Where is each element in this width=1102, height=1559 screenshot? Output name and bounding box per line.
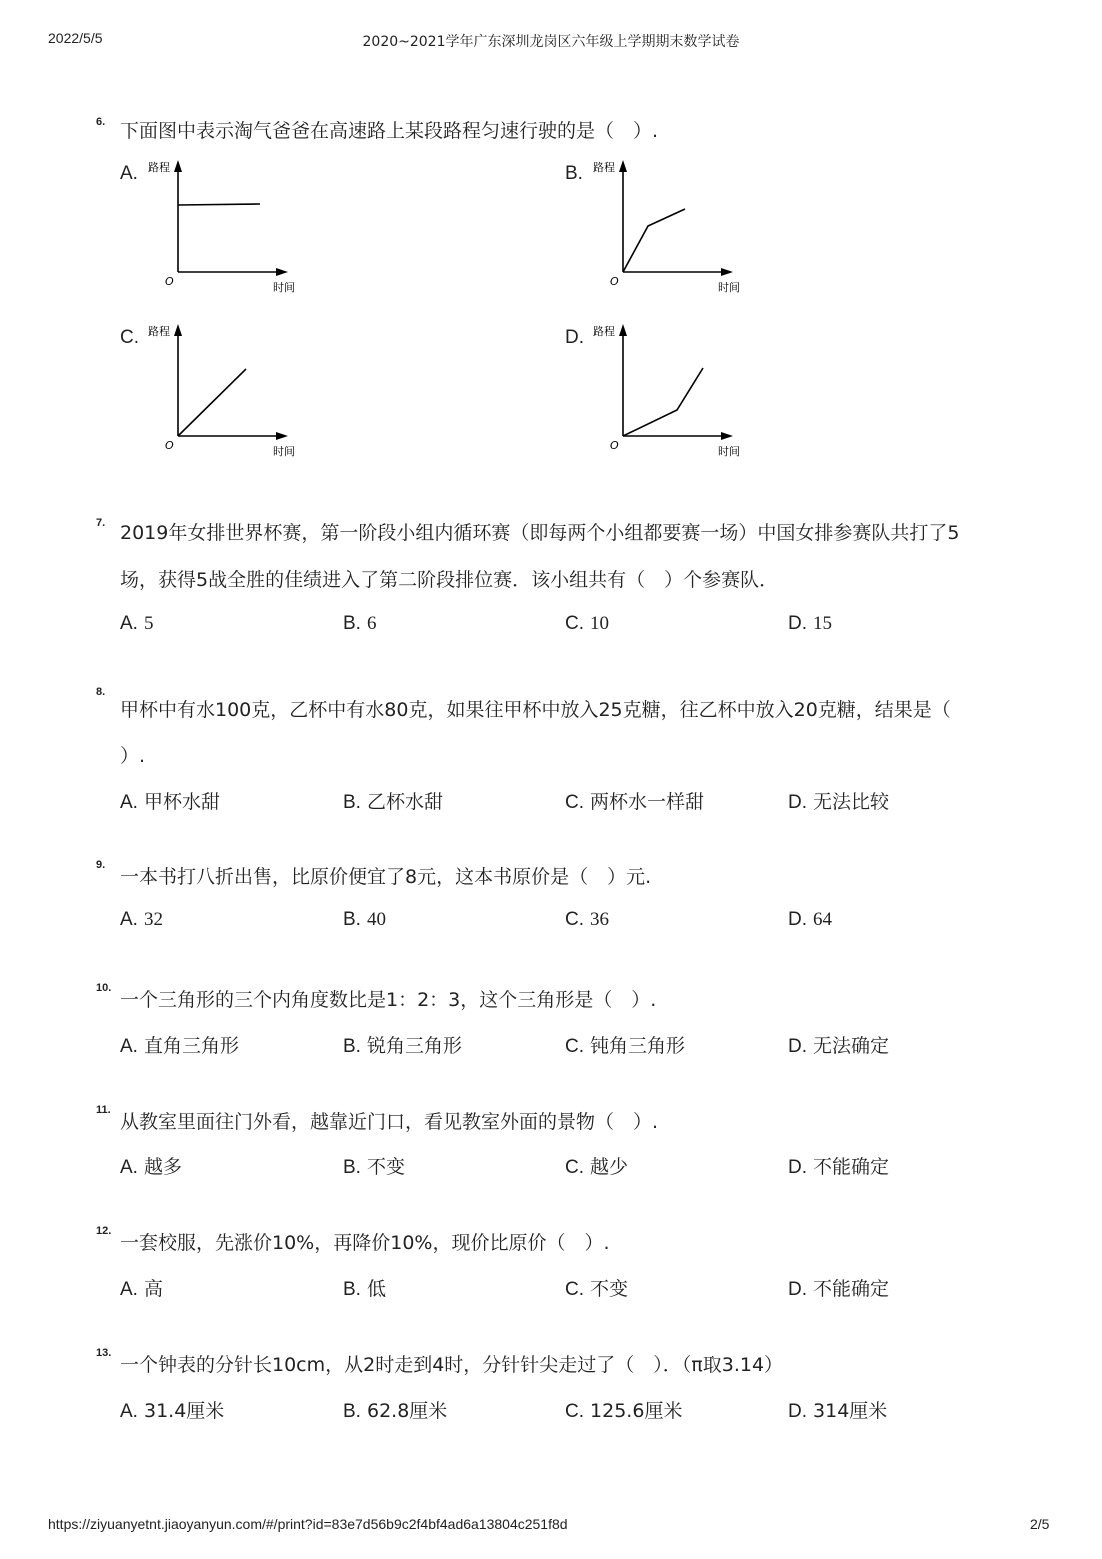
question-text: 从教室里面往门外看，越靠近门口，看见教室外面的景物（ ）. bbox=[120, 1111, 659, 1133]
origin-label: O bbox=[610, 275, 619, 288]
y-axis-label: 路程 bbox=[593, 325, 615, 338]
question-text: 下面图中表示淘气爸爸在高速路上某段路程匀速行驶的是（ ）. bbox=[120, 120, 659, 142]
answer-option-a[interactable]: A. 32 bbox=[120, 909, 163, 930]
option-label[interactable]: B. bbox=[565, 163, 583, 184]
question-text: 一套校服，先涨价10%，再降价10%，现价比原价（ ）. bbox=[120, 1232, 610, 1254]
graph-option-b bbox=[593, 156, 755, 296]
graph-line bbox=[178, 204, 260, 205]
answer-option-b[interactable]: B. 62.8厘米 bbox=[343, 1400, 448, 1422]
question-number: 12. bbox=[96, 1225, 112, 1237]
question-text-line2: 场，获得5战全胜的佳绩进入了第二阶段排位赛．该小组共有（ ）个参赛队． bbox=[120, 569, 779, 591]
answer-option-b[interactable]: B. 40 bbox=[343, 909, 386, 930]
answer-option-b[interactable]: B. 锐角三角形 bbox=[343, 1035, 463, 1057]
answer-option-c[interactable]: C. 两杯水一样甜 bbox=[565, 791, 705, 813]
option-label[interactable]: A. bbox=[120, 163, 138, 184]
origin-label: O bbox=[610, 439, 619, 452]
graph-option-a bbox=[148, 156, 310, 296]
graph-option-d bbox=[593, 320, 755, 460]
answer-option-b[interactable]: B. 不变 bbox=[343, 1156, 406, 1178]
answer-option-d[interactable]: D. 无法确定 bbox=[788, 1035, 890, 1057]
answer-option-d[interactable]: D. 64 bbox=[788, 909, 833, 930]
graph-line bbox=[178, 369, 246, 436]
origin-label: O bbox=[165, 275, 174, 288]
y-axis-label: 路程 bbox=[148, 161, 170, 174]
origin-label: O bbox=[165, 439, 174, 452]
question-number: 10. bbox=[96, 982, 112, 994]
option-label[interactable]: C. bbox=[120, 327, 139, 348]
answer-option-d[interactable]: D. 无法比较 bbox=[788, 791, 890, 813]
question-text-line1: 2019年女排世界杯赛，第一阶段小组内循环赛（即每两个小组都要赛一场）中国女排参赛队共打了5 bbox=[120, 522, 960, 544]
answer-option-d[interactable]: D. 15 bbox=[788, 613, 833, 634]
answer-option-c[interactable]: C. 36 bbox=[565, 909, 610, 930]
question-text: 一个钟表的分针长10cm，从2时走到4时，分针针尖走过了（ ）．（π取3.14） bbox=[120, 1354, 784, 1376]
y-axis-label: 路程 bbox=[148, 325, 170, 338]
answer-option-b[interactable]: B. 乙杯水甜 bbox=[343, 791, 444, 813]
answer-option-a[interactable]: A. 直角三角形 bbox=[120, 1035, 240, 1057]
answer-option-a[interactable]: A. 高 bbox=[120, 1278, 164, 1300]
y-axis-arrow bbox=[619, 324, 627, 336]
x-axis-arrow bbox=[721, 268, 733, 276]
answer-option-b[interactable]: B. 低 bbox=[343, 1278, 387, 1300]
question-number: 8. bbox=[96, 686, 106, 698]
x-axis-label: 时间 bbox=[273, 445, 295, 458]
question-text-line2: ）. bbox=[120, 745, 146, 767]
graph-line bbox=[623, 209, 685, 272]
x-axis-label: 时间 bbox=[718, 445, 740, 458]
answer-option-a[interactable]: A. 甲杯水甜 bbox=[120, 791, 221, 813]
question-number: 7. bbox=[96, 517, 106, 529]
answer-option-a[interactable]: A. 5 bbox=[120, 613, 154, 634]
answer-option-c[interactable]: C. 10 bbox=[565, 613, 610, 634]
y-axis-arrow bbox=[619, 160, 627, 172]
answer-option-a[interactable]: A. 31.4厘米 bbox=[120, 1400, 225, 1422]
question-text-line1: 甲杯中有水100克，乙杯中有水80克，如果往甲杯中放入25克糖，往乙杯中放入20克糖，结果是（ bbox=[120, 699, 951, 721]
question-number: 13. bbox=[96, 1347, 112, 1359]
answer-option-a[interactable]: A. 越多 bbox=[120, 1156, 183, 1178]
question-number: 6. bbox=[96, 116, 106, 128]
question-number: 11. bbox=[96, 1104, 111, 1116]
document-title: 2020~2021学年广东深圳龙岗区六年级上学期期末数学试卷 bbox=[362, 34, 740, 50]
answer-option-d[interactable]: D. 314厘米 bbox=[788, 1400, 888, 1422]
option-label[interactable]: D. bbox=[565, 327, 584, 348]
answer-option-c[interactable]: C. 125.6厘米 bbox=[565, 1400, 683, 1422]
page-url[interactable]: https://ziyuanyetnt.jiaoyanyun.com/#/print?id=83e7d56b9c2f4bf4ad6a13804c251f8d bbox=[48, 1516, 568, 1532]
answer-option-c[interactable]: C. 越少 bbox=[565, 1156, 629, 1178]
answer-option-c[interactable]: C. 钝角三角形 bbox=[565, 1035, 686, 1057]
question-number: 9. bbox=[96, 859, 106, 871]
graph-line bbox=[623, 368, 703, 436]
x-axis-arrow bbox=[276, 432, 288, 440]
x-axis-label: 时间 bbox=[273, 281, 295, 294]
answer-option-d[interactable]: D. 不能确定 bbox=[788, 1156, 890, 1178]
y-axis-label: 路程 bbox=[593, 161, 615, 174]
x-axis-arrow bbox=[276, 268, 288, 276]
graph-option-c bbox=[148, 320, 310, 460]
print-date: 2022/5/5 bbox=[48, 30, 103, 46]
x-axis-arrow bbox=[721, 432, 733, 440]
x-axis-label: 时间 bbox=[718, 281, 740, 294]
question-text: 一本书打八折出售，比原价便宜了8元，这本书原价是（ ）元. bbox=[120, 866, 652, 888]
answer-option-c[interactable]: C. 不变 bbox=[565, 1278, 629, 1300]
y-axis-arrow bbox=[174, 324, 182, 336]
answer-option-d[interactable]: D. 不能确定 bbox=[788, 1278, 890, 1300]
y-axis-arrow bbox=[174, 160, 182, 172]
page-number: 2/5 bbox=[1030, 1516, 1050, 1532]
question-text: 一个三角形的三个内角度数比是1：2：3，这个三角形是（ ）. bbox=[120, 989, 657, 1011]
answer-option-b[interactable]: B. 6 bbox=[343, 613, 377, 634]
